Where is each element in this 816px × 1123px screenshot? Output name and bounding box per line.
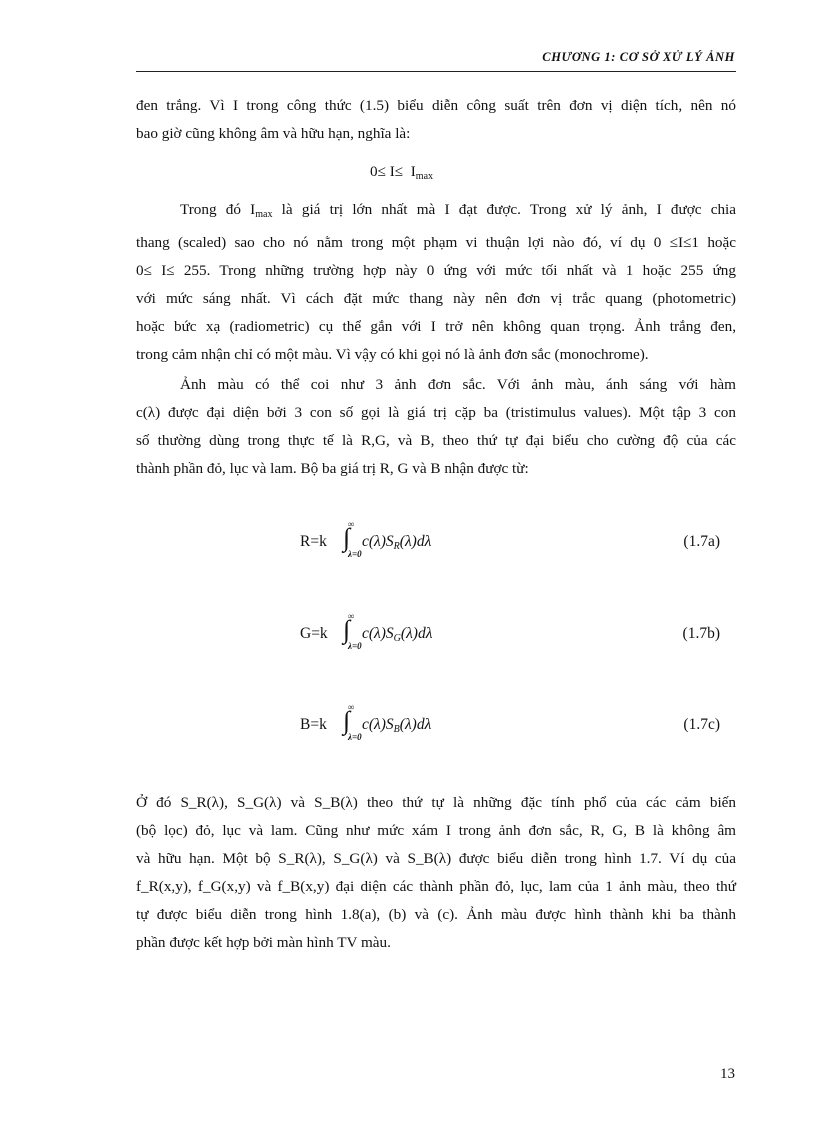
text-line: đen trắng. Vì I trong công thức (1.5) biểu diễn công suất trên đơn vị diện tích, nên nó: [136, 97, 736, 114]
paragraph-4: [136, 789, 736, 957]
text-line: phần được kết hợp bởi màn hình TV màu.: [136, 934, 391, 951]
paragraph-2: [136, 196, 736, 369]
text-line: bao giờ cũng không âm và hữu hạn, nghĩa là:: [136, 125, 411, 142]
text-line: 0≤ I≤ 255. Trong những trường hợp này 0 ứng với mức tối nhất và 1 hoặc 255 ứng: [136, 262, 736, 279]
page-number: 13: [720, 1066, 735, 1082]
text-line: Ảnh màu có thể coi như 3 ảnh đơn sắc. Với ảnh màu, ánh sáng với hàm: [180, 376, 736, 393]
equation-1-7a: R=k ∫ ∞ λ=0 $c(\lambda)S_R(\lambda)d\lambda$ (1.7a): [300, 519, 720, 559]
equation-number: (1.7c): [683, 716, 720, 733]
text-line: Ở đó S_R(λ), S_G(λ) và S_B(λ) theo thứ tự là những đặc tính phổ của các cảm biến: [136, 794, 736, 811]
equation-number: (1.7a): [683, 533, 720, 550]
text-line: thành phần đỏ, lục và lam. Bộ ba giá trị R, G và B nhận được từ:: [136, 460, 529, 477]
text-line: Trong đó $I_{max}$ là giá trị lớn nhất mà I đạt được. Trong xử lý ảnh, I được chia: [180, 201, 737, 220]
text-line: tự được biểu diễn trong hình 1.8(a), (b) và (c). Ảnh màu được hình thành khi ba thành: [136, 906, 736, 923]
equation-number: (1.7b): [682, 625, 720, 642]
equation-1-7c: B=k ∫ ∞ λ=0 $c(\lambda)S_B(\lambda)d\lambda$ (1.7c): [300, 702, 720, 742]
header-rule: [136, 71, 736, 72]
text-line: c(λ) được đại diện bởi 3 con số gọi là giá trị cặp ba (tristimulus values). Một tập 3 con: [136, 404, 736, 421]
paragraph-1: [136, 92, 736, 148]
paragraph-3: [136, 371, 736, 483]
text-line: và hữu hạn. Một bộ S_R(λ), S_G(λ) và S_B(λ) được biểu diễn trong hình 1.7. Ví dụ của: [136, 850, 736, 867]
text-line: hoặc bức xạ (radiometric) cụ thể gắn với I trở nên không quan trọng. Ảnh trắng đen,: [136, 318, 736, 335]
equation-1-7b: G=k ∫ ∞ λ=0 $c(\lambda)S_G(\lambda)d\lambda$ (1.7b): [300, 611, 720, 651]
text-line: (bộ lọc) đỏ, lục và lam. Cũng như mức xám I trong ảnh đơn sắc, R, G, B là không âm: [136, 822, 736, 839]
inequality: $0\le I\le I_{max}$: [370, 163, 434, 182]
text-line: thang (scaled) sao cho nó nằm trong một phạm vi thuận lợi nào đó, ví dụ 0 ≤I≤1 hoặc: [136, 234, 736, 251]
text-line: f_R(x,y), f_G(x,y) và f_B(x,y) đại diện các thành phần đỏ, lục, lam của 1 ảnh màu, theo thứ: [136, 878, 736, 895]
text-line: số thường dùng trong thực tế là R,G, và B, theo thứ tự đại biểu cho cường độ của các: [136, 432, 736, 449]
text-line: trong cảm nhận chỉ có một màu. Vì vậy có khi gọi nó là ảnh đơn sắc (monochrome).: [136, 346, 649, 363]
text-line: với mức sáng nhất. Vì cách đặt mức thang này nên đơn vị trắc quang (photometric): [136, 290, 736, 307]
chapter-header: CHƯƠNG 1: CƠ SỞ XỬ LÝ ẢNH: [542, 50, 735, 64]
